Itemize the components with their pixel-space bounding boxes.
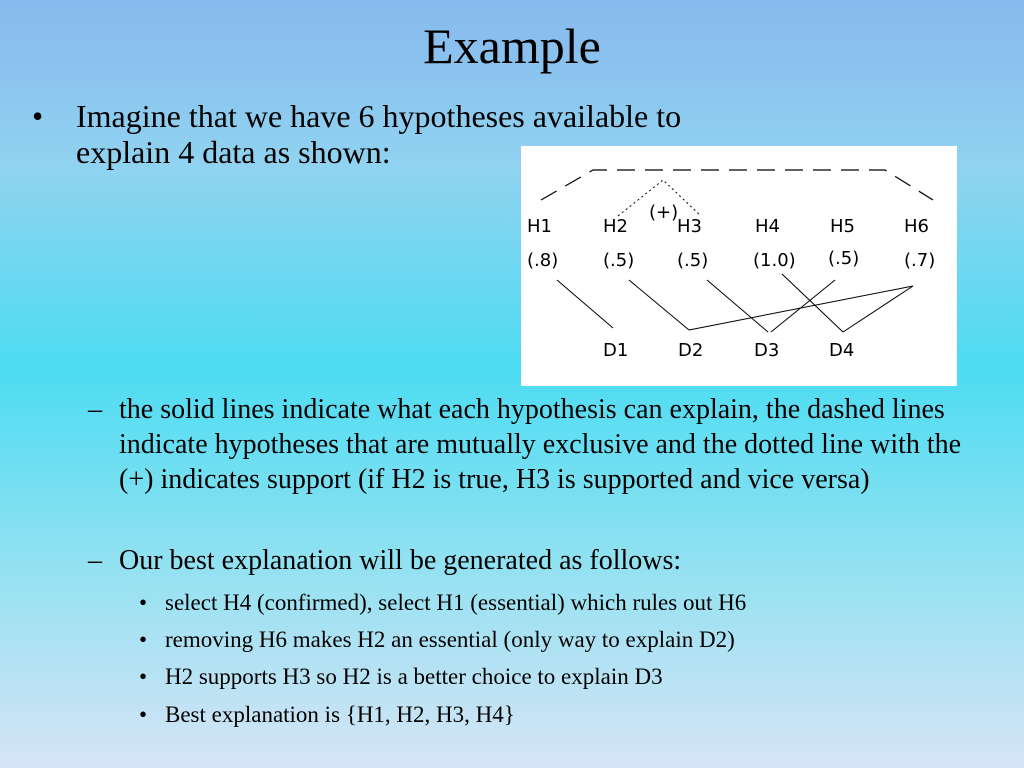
bullet-line-1: Imagine that we have 6 hypotheses available to: [76, 98, 682, 134]
explains-line-h1-d1: [557, 280, 613, 328]
support-label: (+): [649, 202, 679, 223]
bullet-mark: •: [139, 627, 148, 652]
hypothesis-name: H6: [904, 216, 929, 237]
data-label: D4: [829, 340, 855, 361]
mutual-exclusion-line: [541, 170, 933, 200]
bullet-mark: •: [139, 590, 148, 615]
hypothesis-name: H5: [830, 216, 855, 237]
bullet-mark: •: [32, 98, 44, 134]
step-text: removing H6 makes H2 an essential (only way to explain D2): [165, 627, 735, 652]
bullet-mark: •: [139, 664, 148, 689]
hypothesis-diagram-svg: [521, 146, 957, 386]
explains-line-h5-d3: [771, 280, 835, 332]
hypothesis-score: (.5): [828, 248, 860, 269]
data-label: D2: [678, 340, 704, 361]
hypothesis-name: H3: [677, 216, 702, 237]
dash-mark: –: [88, 545, 102, 576]
dash-mark: –: [88, 394, 102, 425]
hypothesis-name: H4: [755, 216, 780, 237]
slide-title: Example: [423, 18, 601, 74]
explains-line-h4-d4: [782, 274, 843, 332]
bullet-mark: •: [139, 702, 148, 727]
hypothesis-diagram: [521, 146, 957, 386]
sub-bullet-text: the solid lines indicate what each hypothesis can explain, the dashed lines indicate hypotheses that are mutually exclusive and the dotted line with the (+) indicates support (if H2 is true, H3 is supported and vice versa): [119, 394, 962, 495]
data-label: D3: [754, 340, 780, 361]
step-text: select H4 (confirmed), select H1 (essential) which rules out H6: [165, 590, 747, 615]
step-text: Best explanation is {H1, H2, H3, H4}: [165, 702, 515, 727]
step-text: H2 supports H3 so H2 is a better choice to explain D3: [165, 664, 663, 689]
sub-bullet-text: Our best explanation will be generated as follows:: [119, 545, 682, 576]
hypothesis-score: (.5): [677, 250, 709, 271]
data-label: D1: [603, 340, 629, 361]
explains-line-h2-d2: [629, 280, 689, 330]
hypothesis-score: (.8): [527, 250, 559, 271]
hypothesis-name: H1: [527, 216, 552, 237]
hypothesis-score: (1.0): [753, 250, 796, 271]
hypothesis-name: H2: [603, 216, 628, 237]
hypothesis-score: (.5): [603, 250, 635, 271]
bullet-line-2: explain 4 data as shown:: [76, 134, 391, 170]
hypothesis-score: (.7): [904, 250, 936, 271]
